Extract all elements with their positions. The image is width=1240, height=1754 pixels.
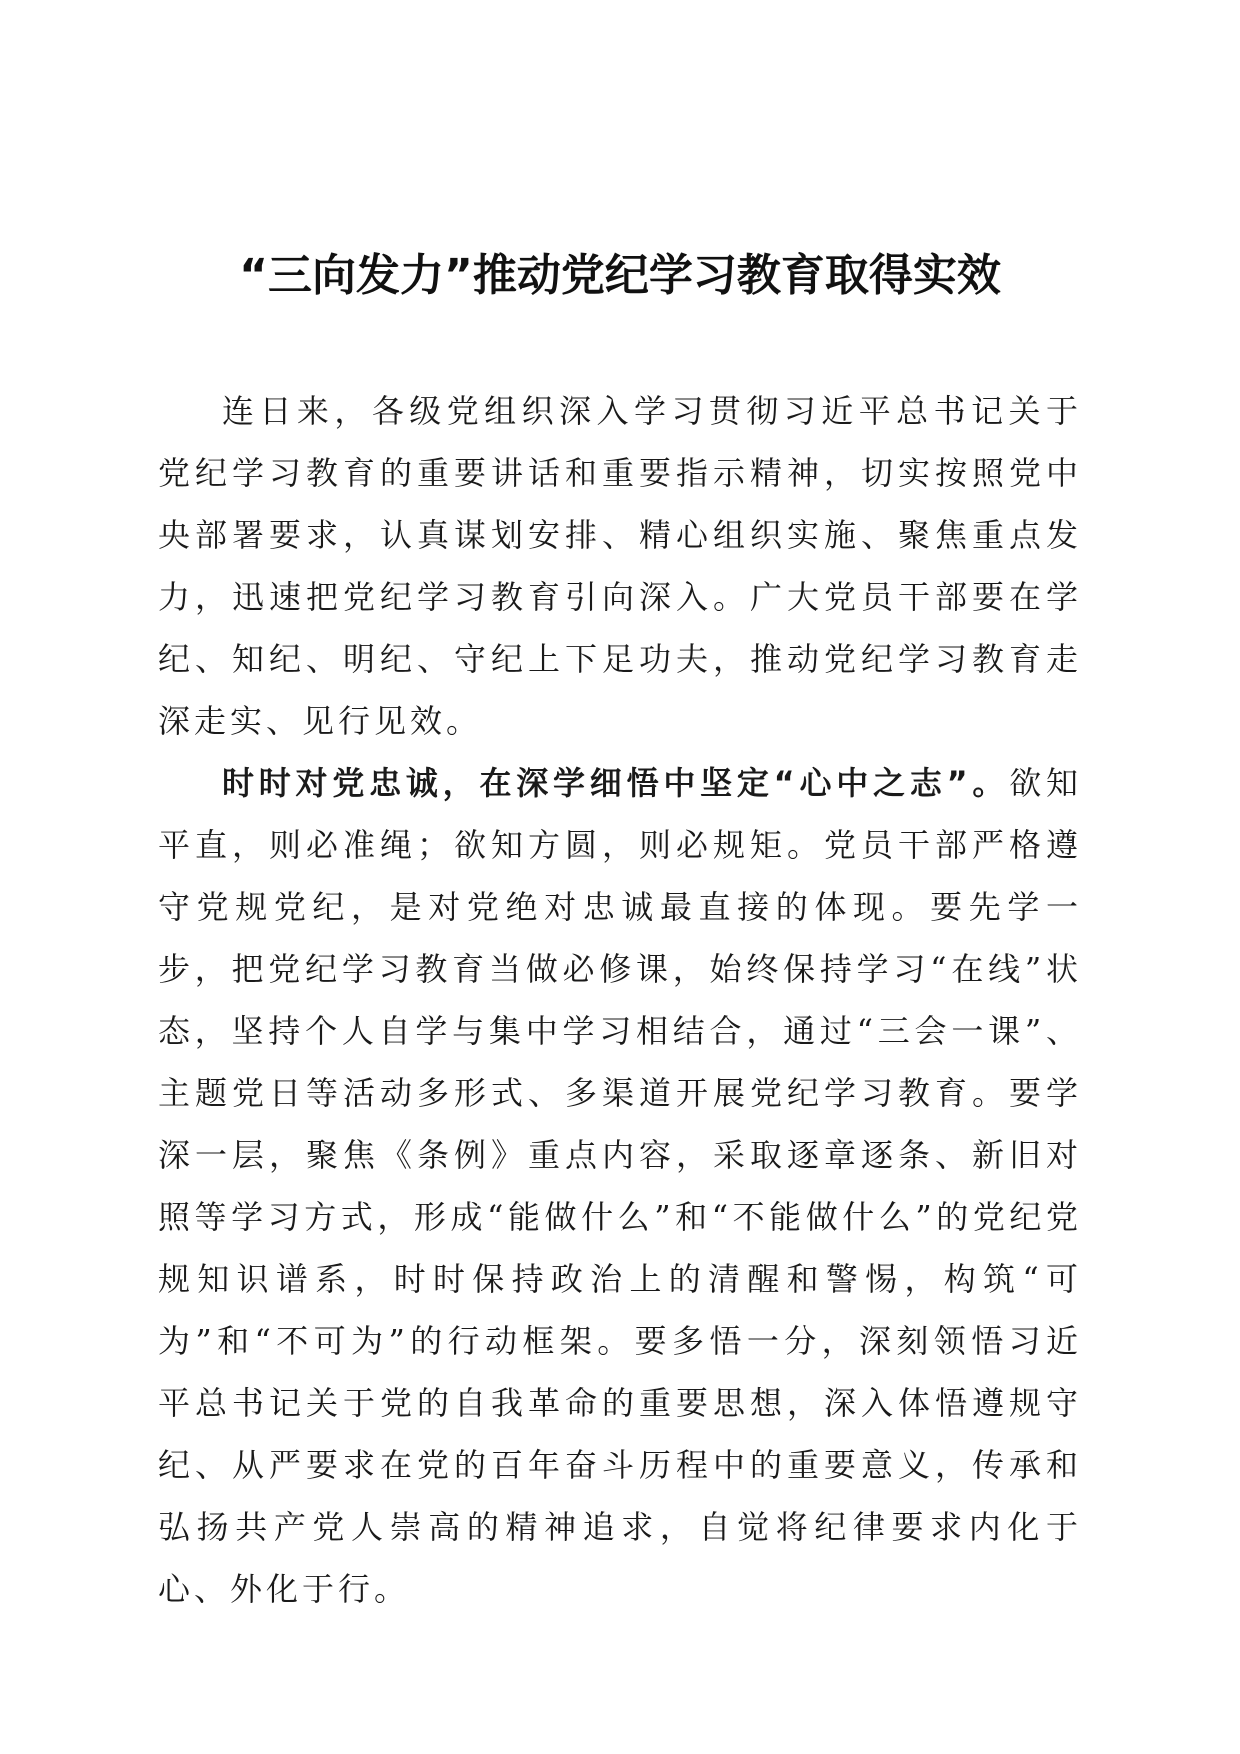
paragraph-loyalty [158, 752, 1082, 1620]
document-title: “三向发力”推动党纪学习教育取得实效 [239, 250, 1001, 301]
paragraph-loyalty-text: 欲知平直，则必准绳；欲知方圆，则必规矩。党员干部严格遵守党规党纪，是对党绝对忠诚最直接的体现。要先学一步，把党纪学习教育当做必修课，始终保持学习“在线”状态，坚持个人自学与集中学习相结合，通过“三会一课”、主题党日等活动多形式、多渠道开展党纪学习教育。要学深一层，聚焦《条例》重点内容，采取逐章逐条、新旧对照等学习方式，形成“能做什么”和“不能做什么”的党纪党规知识谱系，时时保持政治上的清醒和警惕，构筑“可为”和“不可为”的行动框架。要多悟一分，深刻领悟习近平总书记关于党的自我革命的重要思想，深入体悟遵规守纪、从严要求在党的百年奋斗历程中的重要意义，传承和弘扬共产党人崇高的精神追求，自觉将纪律要求内化于心、外化于行。 [158, 764, 1082, 1608]
paragraph-intro [158, 380, 1082, 752]
document-body [158, 380, 1082, 1620]
paragraph-intro-text: 连日来，各级党组织深入学习贯彻习近平总书记关于党纪学习教育的重要讲话和重要指示精神，切实按照党中央部署要求，认真谋划安排、精心组织实施、聚焦重点发力，迅速把党纪学习教育引向深入。广大党员干部要在学纪、知纪、明纪、守纪上下足功夫，推动党纪学习教育走深走实、见行见效。 [158, 392, 1082, 740]
paragraph-loyalty-lead: 时时对党忠诚，在深学细悟中坚定“心中之志”。 [222, 764, 1010, 802]
